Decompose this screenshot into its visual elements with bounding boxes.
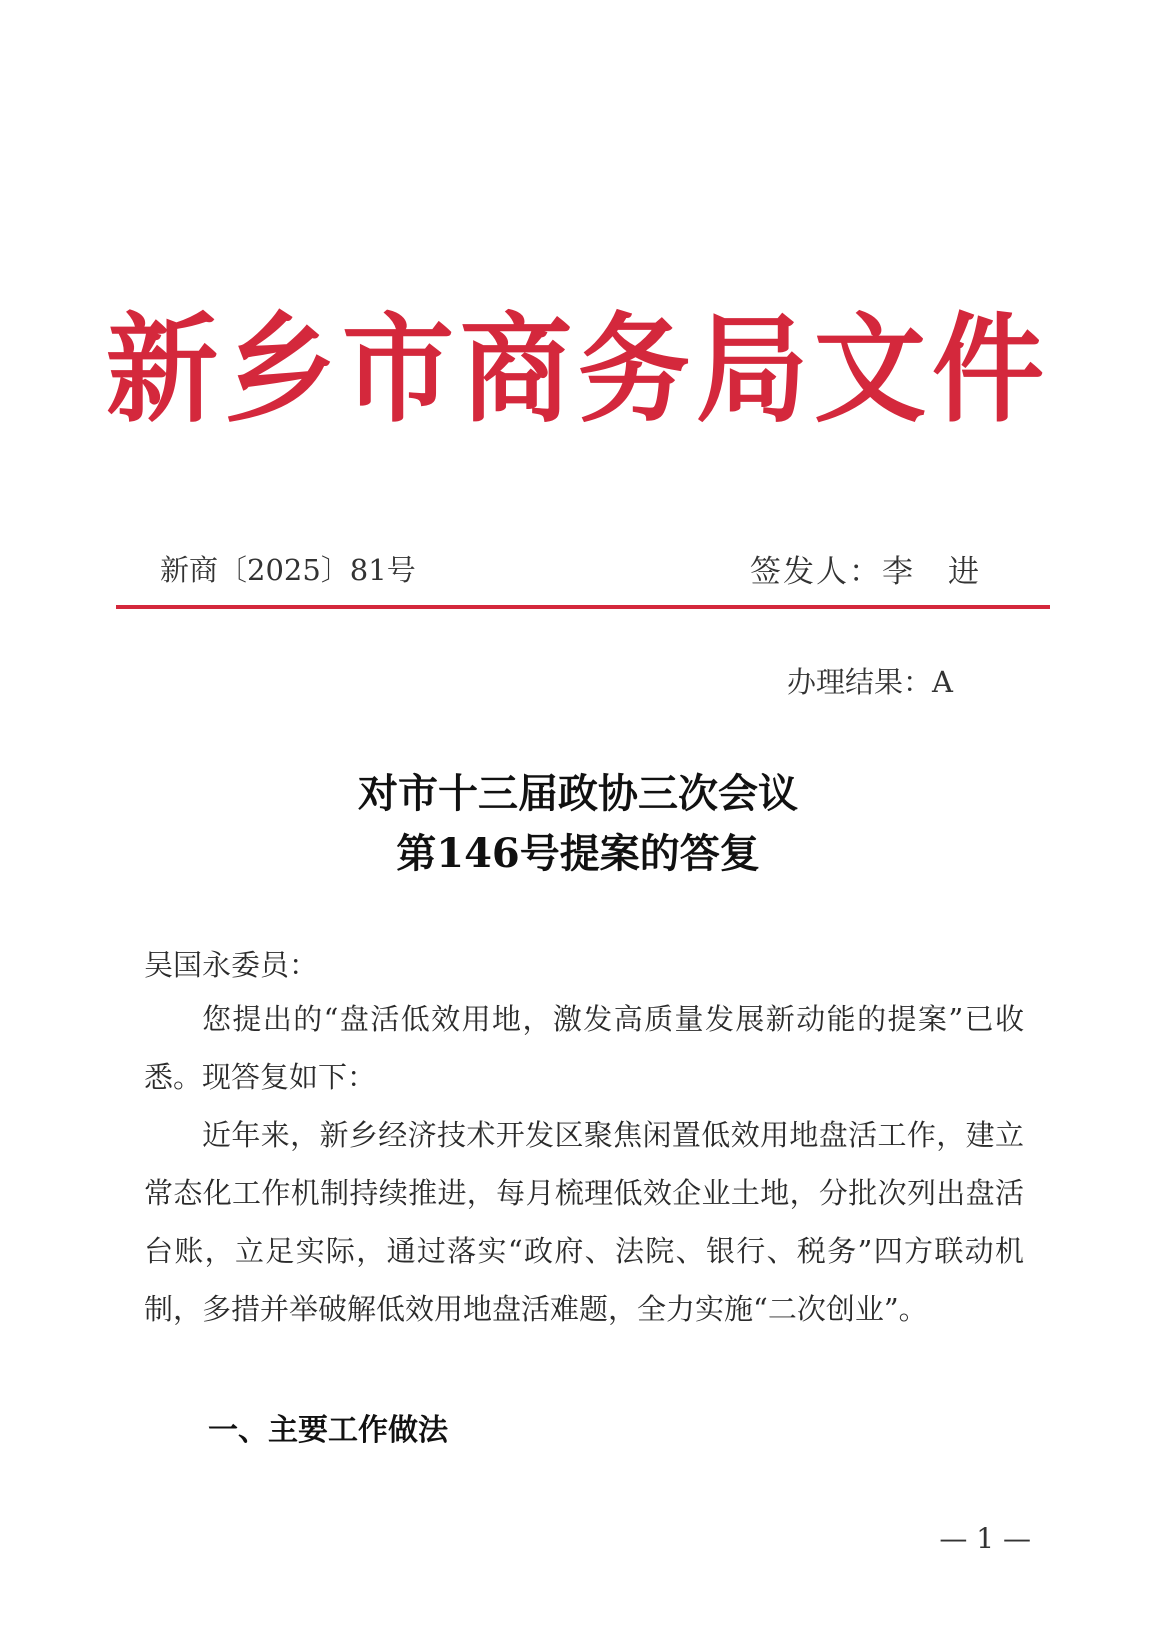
masthead-title: 新乡市商务局文件 [106,301,1050,439]
document-title-line-2: 第146号提案的答复 [396,830,760,877]
document-number: 新商〔2025〕81号 [160,553,416,587]
body-paragraph: 您提出的“盘活低效用地，激发高质量发展新动能的提案”已收悉。现答复如下： [144,1002,1024,1094]
body-text [144,990,1024,1338]
section-heading: 一、主要工作做法 [208,1413,448,1448]
body-paragraph: 近年来，新乡经济技术开发区聚焦闲置低效用地盘活工作，建立常态化工作机制持续推进，每月梳理低效企业土地，分批次列出盘活台账，立足实际，通过落实“政府、法院、银行、税务”四方联动机制，多措并举破解低效用地盘活难题，全力实施“二次创业”。 [144,1118,1024,1326]
salutation: 吴国永委员： [144,948,319,982]
handling-result: 办理结果：A [787,665,953,699]
red-divider-line [116,605,1050,609]
document-title-line-1: 对市十三届政协三次会议 [358,770,798,817]
signer: 签发人：李 进 [750,554,981,590]
page-number: — 1 — [939,1522,1031,1555]
